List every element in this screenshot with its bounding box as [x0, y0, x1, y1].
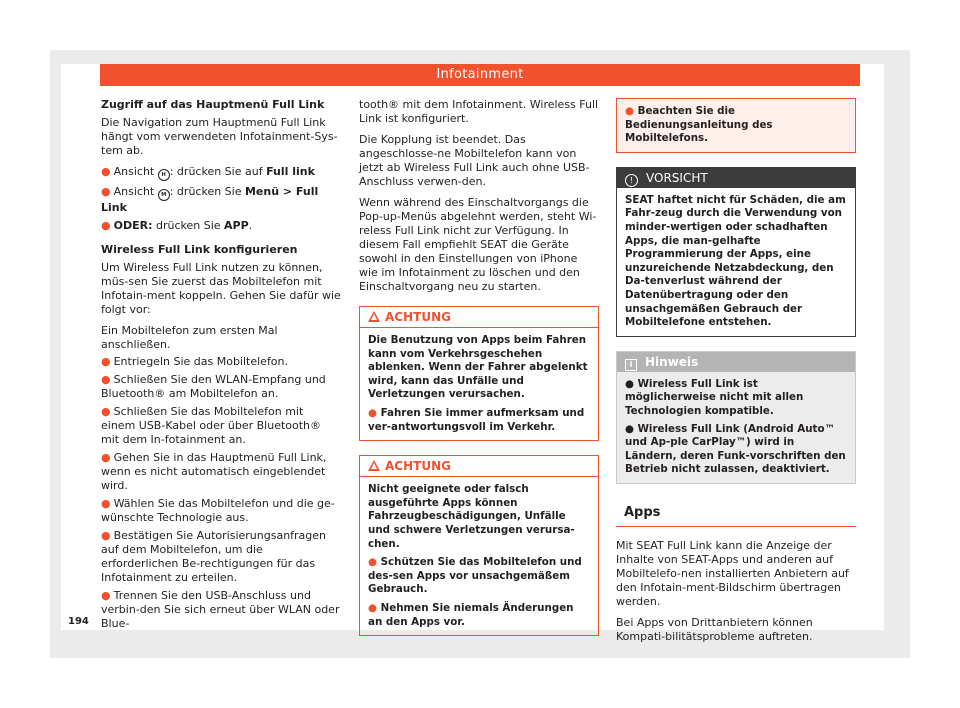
menu-view-icon: M: [158, 189, 170, 201]
list-item: ● Entriegeln Sie das Mobiltelefon.: [101, 355, 289, 368]
exclamation-icon: !: [625, 174, 638, 187]
warning-triangle-icon: [368, 311, 380, 322]
info-icon: i: [625, 359, 637, 371]
column-2: [359, 98, 599, 650]
paragraph: Um Wireless Full Link nutzen zu können, müs-sen Sie zuerst das Mobiltelefon mit Infotain-ment koppeln. Gehen Sie dafür wie folgt vor:: [101, 261, 341, 316]
bullet-icon: ●: [368, 556, 377, 569]
bullet-icon: ●: [625, 105, 634, 117]
warning-box: [359, 455, 599, 636]
bullet-icon: ●: [101, 355, 111, 368]
paragraph: Mit SEAT Full Link kann die Anzeige der Inhalte von SEAT-Apps und anderen auf Mobiltelefo-nen installierten Anbietern auf den Infotain-ment-Bildschirm übertragen werden.: [616, 538, 849, 608]
home-view-icon: H: [158, 169, 170, 181]
list-item: ● Trennen Sie den USB-Anschluss und verbin-den Sie sich erneut über WLAN oder Blue-: [101, 589, 340, 630]
intro-paragraph: Die Navigation zum Hauptmenü Full Link hängt vom verwendeten Infotainment-Sys-tem ab.: [101, 116, 338, 157]
bullet-icon: ●: [101, 405, 111, 418]
paragraph: tooth® mit dem Infotainment. Wireless Full Link ist konfiguriert.: [359, 98, 599, 125]
column-3: [616, 98, 856, 651]
paragraph: Bei Apps von Drittanbietern können Kompati-bilitätsprobleme auftreten.: [616, 615, 813, 643]
hint-header: i Hinweis: [617, 352, 855, 372]
list-item: ● Bestätigen Sie Autorisierungsanfragen auf dem Mobiltelefon, um die erforderlichen Be-rechtigungen für das Infotainment zu erteilen.: [101, 529, 327, 584]
bullet-icon: ●: [101, 185, 111, 198]
section-header: Infotainment: [100, 64, 860, 86]
paragraph: Wenn während des Einschaltvorgangs die Pop-up-Menüs abgelehnt werden, steht Wi-reless Full Link nicht zur Verfügung. In diesem Fall empfiehlt SEAT die Geräte sowohl in den Einstellungen von iPhone wie im Infotainment zu löschen und den Einschaltvorgang neu zu starten.: [359, 196, 597, 293]
warning-header: ACHTUNG: [360, 456, 598, 477]
list-item: ● Ansicht M : drücken Sie Menü > Full Link: [101, 185, 319, 214]
bullet-icon: ●: [101, 219, 111, 232]
warning-triangle-icon: [368, 460, 380, 471]
bullet-icon: ●: [101, 497, 111, 510]
paragraph: Ein Mobiltelefon zum ersten Mal anschließen.: [101, 324, 278, 351]
bullet-icon: ●: [368, 406, 377, 419]
warning-box: [359, 306, 599, 441]
hint-body: ● Wireless Full Link ist möglicherweise nicht mit allen Technologien kompatible. ● Wireless Full Link (Android Auto™ und Ap-ple CarPlay™) wird in Ländern, deren Funk-vorschriften den Betrieb nicht zulassen, deaktiviert.: [625, 377, 846, 476]
bullet-icon: ●: [101, 165, 111, 178]
note-box: ● Beachten Sie die Bedienungsanleitung des Mobiltelefons.: [616, 98, 856, 153]
caution-box: [616, 167, 856, 337]
bullet-icon: ●: [101, 589, 111, 602]
caution-body: SEAT haftet nicht für Schäden, die am Fahr-zeug durch die Verwendung von minder-wertigen oder schadhaften Apps, die man-gelhafte Programmierung der Apps, eine unzureichende Netzabdeckung, den Da-tenverlust während der Datenübertragung oder den unsachgemäßen Gebrauch der Mobiltelefone entstehen.: [625, 193, 846, 329]
bullet-icon: ●: [101, 373, 111, 386]
bullet-icon: ●: [101, 451, 111, 464]
list-item: ● Schließen Sie den WLAN-Empfang und Bluetooth® am Mobiltelefon an.: [101, 373, 326, 400]
warning-body: Die Benutzung von Apps beim Fahren kann vom Verkehrsgeschehen ablenken. Wenn der Fahrer abgelenkt wird, kann das Unfälle und Verletzungen verursachen. ● Fahren Sie immer aufmerksam und ver-antwortungsvoll im Verkehr.: [368, 334, 588, 433]
heading-full-link-menu: Zugriff auf das Hauptmenü Full Link: [101, 98, 325, 111]
list-item: ● ODER: drücken Sie APP.: [101, 219, 253, 232]
list-item: ● Ansicht H : drücken Sie auf Full link: [101, 165, 341, 181]
bullet-icon: ●: [101, 529, 111, 542]
caution-header: ! VORSICHT: [617, 168, 855, 188]
hint-box: [616, 351, 856, 484]
warning-body: Nicht geeignete oder falsch ausgeführte Apps können Fahrzeugbeschädigungen, Unfälle und schwere Verletzungen verursa-chen. ● Schützen Sie das Mobiltelefon und des-sen Apps vor unsachgemäßem Gebrauch. ● Nehmen Sie niemals Änderungen an den Apps vor.: [368, 483, 582, 628]
bullet-icon: ●: [368, 601, 377, 614]
column-1: [101, 98, 341, 635]
apps-heading: Apps: [616, 502, 856, 527]
page-number: 194: [68, 616, 89, 627]
list-item: ● Schließen Sie das Mobiltelefon mit einem USB-Kabel oder über Bluetooth® mit dem In-fotainment an.: [101, 405, 322, 446]
warning-header: ACHTUNG: [360, 307, 598, 328]
heading-wireless-config: Wireless Full Link konfigurieren: [101, 243, 298, 256]
list-item: ● Wählen Sie das Mobiltelefon und die ge-wünschte Technologie aus.: [101, 497, 335, 524]
list-item: ● Gehen Sie in das Hauptmenü Full Link, wenn es nicht automatisch eingeblendet wird.: [101, 451, 327, 492]
paragraph: Die Kopplung ist beendet. Das angeschlosse-ne Mobiltelefon kann von jetzt ab Wireless Full Link auch ohne USB-Anschluss verwen-den.: [359, 133, 590, 188]
